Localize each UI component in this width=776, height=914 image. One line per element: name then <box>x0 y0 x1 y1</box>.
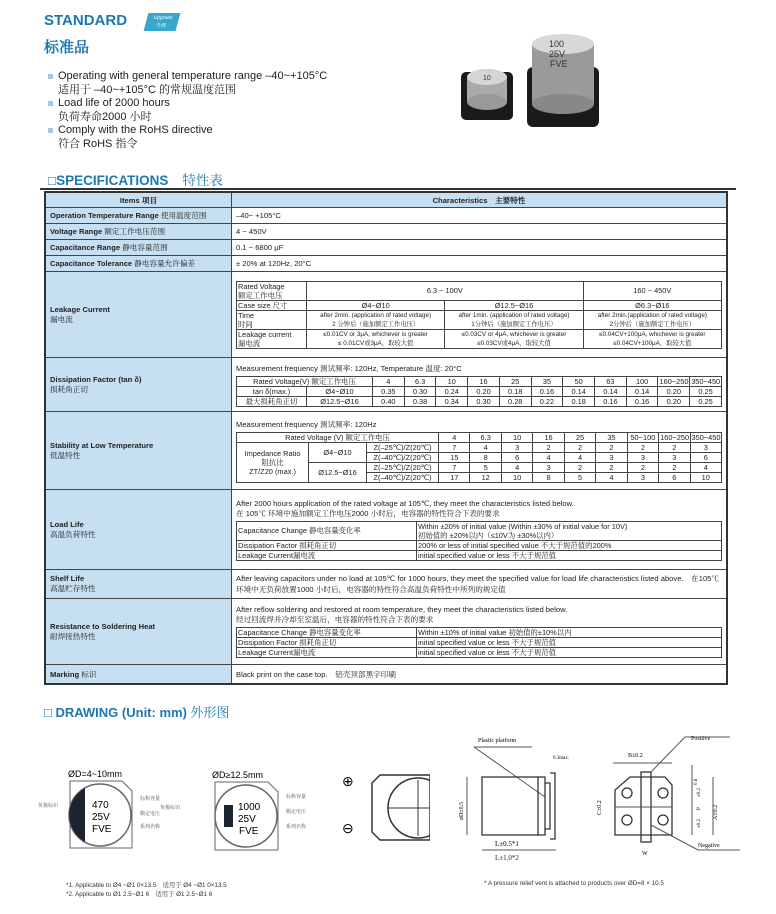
feature-cn: 负荷寿命2000 小时 <box>58 110 152 123</box>
label-cn: 静电容量允许偏差 <box>134 259 196 268</box>
drawing-heading: □ DRAWING (Unit: mm) 外形图 <box>44 705 230 720</box>
cell: 4 <box>564 452 595 462</box>
cell: Ø4~Ø10 <box>307 300 445 310</box>
cell: 10 <box>501 432 532 442</box>
label-en: Capacitance Range <box>50 243 121 252</box>
feature-cn: 符合 RoHS 指令 <box>58 137 138 150</box>
cell: Ø6.3~Ø16 <box>583 300 721 310</box>
mark-line: 25V <box>92 812 110 823</box>
mark-line: FVE <box>239 826 259 837</box>
row-label <box>46 599 232 664</box>
callout: 系列名称 <box>140 824 161 830</box>
col-characteristics: Characteristics 主要特性 <box>232 193 726 207</box>
cell-cn: 1分钟后（施加额定工作电压） <box>471 320 557 328</box>
svg-text:FVE: FVE <box>550 59 568 69</box>
measurement-note: Measurement frequency 测试频率: 120Hz <box>236 419 377 429</box>
feature-item <box>48 124 327 151</box>
negative-icon: ⊖ <box>342 820 354 836</box>
cell: Capacitance Change 静电容量变化率 <box>237 521 417 540</box>
label-cn: 标识 <box>81 669 97 679</box>
cell: 4 <box>690 462 721 472</box>
cell: 7 <box>439 442 470 452</box>
cell: 0.16 <box>626 396 658 406</box>
cell: 6.3 <box>404 376 436 386</box>
cell: Leakage Current漏电流 <box>237 648 417 658</box>
label-cn: 高温负荷特性 <box>50 529 96 539</box>
marking-row <box>46 665 726 683</box>
cell: 5 <box>470 462 501 472</box>
label-cn: 额定工作电压范围 <box>104 227 166 236</box>
c-label: C±0.2 <box>597 800 603 815</box>
cell: Dissipation Factor 损耗角正切 <box>237 540 417 550</box>
feature-item <box>48 70 327 97</box>
table-header <box>46 193 726 208</box>
length-label-2: L±1.0*2 <box>495 854 519 862</box>
table-row <box>237 462 722 472</box>
table-row <box>237 442 722 452</box>
cell: Case size 尺寸 <box>237 300 307 310</box>
row-value <box>232 490 726 569</box>
shelf-life-row <box>46 570 726 599</box>
cell: 6 <box>501 452 532 462</box>
cell-cn: ≤0.04CV+100μA，取较大值 <box>613 339 692 347</box>
label-en: Marking <box>50 669 80 679</box>
label-en: Stability at Low Temperature <box>50 440 154 450</box>
cell: 2 <box>564 462 595 472</box>
cell: 2 <box>659 462 690 472</box>
mark-line: 470 <box>92 800 109 811</box>
cell: 2 <box>627 442 658 452</box>
p-label: P <box>697 807 702 810</box>
negative-label: Negative <box>698 843 720 849</box>
divider <box>40 188 736 190</box>
cell-cn: ≤ 0.01CV或3μA，取较大值 <box>338 339 414 347</box>
cell: 0.22 <box>531 396 563 406</box>
callout: 标称容量 <box>140 796 161 802</box>
cell: Ø12.5~Ø16 <box>445 300 583 310</box>
cell: 4 <box>596 472 627 482</box>
cell: 5 <box>564 472 595 482</box>
positive-label: Positive <box>691 736 711 742</box>
cell: initial specified value or less 不大于规范值 <box>417 638 722 648</box>
stability-row <box>46 412 726 490</box>
table-row <box>237 396 722 406</box>
row-label <box>46 208 232 223</box>
leakage-row <box>46 272 726 358</box>
load-life-table <box>236 521 722 561</box>
vent-note: * A pressure relief vent is attached to products over ØD=8 × 10.5 <box>484 880 664 887</box>
cell: 15 <box>439 452 470 462</box>
cell: 35 <box>531 376 563 386</box>
cell: 17 <box>439 472 470 482</box>
cell: Leakage current <box>238 329 292 339</box>
row-label <box>46 358 232 411</box>
table-row <box>237 386 722 396</box>
cell: Ø4~Ø10 <box>307 386 373 396</box>
cell-en: ≤0.04CV+100μA, whichever is greater <box>599 330 706 338</box>
cell: Dissipation Factor 损耗角正切 <box>237 638 417 648</box>
cell: 3 <box>659 452 690 462</box>
label-cn: 损耗角正切 <box>50 384 88 394</box>
cell: Z(–40℃)/Z(20℃) <box>367 452 439 462</box>
label-cn: 耐焊接热特性 <box>50 631 96 641</box>
cell: 50 <box>563 376 595 386</box>
cell: 时间 <box>238 319 253 329</box>
load-life-row <box>46 490 726 570</box>
cell: 4 <box>373 376 405 386</box>
cell: 最大损耗角正切 <box>237 396 307 406</box>
b-label: B±0.2 <box>628 753 643 759</box>
cell: 350~450 <box>691 432 721 442</box>
cell: 160~250 <box>660 432 690 442</box>
cell: 6 <box>690 452 721 462</box>
bullet-icon <box>48 128 53 133</box>
product-photo <box>455 32 605 127</box>
cell: 0.20 <box>468 386 500 396</box>
leakage-table <box>236 281 722 349</box>
note: *2. Applicable to Ø1 2.5~Ø1 6 适用于 Ø1 2.5~Ø1 6 <box>66 891 213 898</box>
series-title: STANDARD <box>44 12 128 29</box>
cell: 0.14 <box>563 386 595 396</box>
large-title: ØD≥12.5mm <box>212 770 263 780</box>
cell: 3 <box>596 452 627 462</box>
label-cn: 低温特性 <box>50 450 81 460</box>
callout: 标称容量 <box>286 794 307 800</box>
label-en: Dissipation Factor (tan δ) <box>50 374 142 384</box>
cell: 35 <box>596 432 627 442</box>
cell: 63 <box>595 376 627 386</box>
cell: 3 <box>627 452 658 462</box>
cell: 额定工作电压 <box>238 290 283 300</box>
cell: 8 <box>533 472 564 482</box>
t-label: 0.6 <box>694 778 699 785</box>
cell: 100 <box>626 376 658 386</box>
badge-cn: 升级 <box>155 23 167 29</box>
cell: Ø4~Ø10 <box>309 442 367 462</box>
row-value: –40~ +105°C <box>236 211 281 220</box>
soldering-table <box>236 627 722 658</box>
cell: 200% or less of initial specified value 不大于规范值的200% <box>417 540 722 550</box>
row-label <box>46 412 232 489</box>
cell: 2 <box>533 442 564 452</box>
label-line: Impedance Ratio <box>244 448 301 458</box>
row-label <box>46 570 232 598</box>
cell: 0.30 <box>468 396 500 406</box>
cell: 初始值的 ±20%以内（≤10V为 ±30%以内） <box>418 530 559 540</box>
row-label <box>46 490 232 569</box>
soldering-row <box>46 599 726 665</box>
callout: 负极标识 <box>38 803 59 809</box>
feature-cn: 适用于 –40~+105°C 的常规温度范围 <box>58 83 237 96</box>
cell: 0.24 <box>436 386 468 396</box>
platform-label: Plastic platform <box>478 738 517 744</box>
cell: Time <box>238 310 255 320</box>
cell: 8 <box>470 452 501 462</box>
cell: 2 <box>596 462 627 472</box>
cell <box>307 329 445 348</box>
cell: 2 <box>627 462 658 472</box>
cell: 漏电流 <box>238 338 261 348</box>
cell-cn: 2分钟后（施加额定工作电压） <box>609 320 696 328</box>
feature-item <box>48 97 327 124</box>
cell: Capacitance Change 静电容量变化率 <box>237 628 417 638</box>
row-value <box>232 412 726 489</box>
col-items: Items 项目 <box>46 193 232 207</box>
heading-en: SPECIFICATIONS <box>56 173 169 188</box>
callout: 额定电压 <box>140 811 161 817</box>
top-view-drawings <box>30 760 430 870</box>
cell: 0.20 <box>658 396 690 406</box>
bullet-icon <box>48 101 53 106</box>
label-en: Capacitance Tolerance <box>50 259 133 268</box>
mark-line: 1000 <box>238 802 261 813</box>
callout: 系列名称 <box>286 824 307 830</box>
cell: 0.18 <box>499 386 531 396</box>
cell: Within ±10% of initial value 初始值的±10%以内 <box>417 628 722 638</box>
cell: 0.18 <box>563 396 595 406</box>
feature-en: Load life of 2000 hours <box>58 97 170 109</box>
cell: 0.38 <box>404 396 436 406</box>
cell <box>445 310 583 329</box>
cell: 16 <box>533 432 564 442</box>
cell-cn: ≤0.03CV或4μA，取较大值 <box>477 339 551 347</box>
cell: 10 <box>690 472 721 482</box>
row-value: 4 ~ 450V <box>236 227 267 236</box>
row-value: ± 20% at 120Hz, 20°C <box>236 259 312 268</box>
table-row <box>46 256 726 272</box>
cell: 0.14 <box>626 386 658 396</box>
specifications-heading: □SPECIFICATIONS 特性表 <box>48 173 223 188</box>
label-cn: 高温贮存特性 <box>50 584 96 593</box>
heading-cn: 特性表 <box>182 173 223 188</box>
cell: 0.16 <box>595 396 627 406</box>
cell: tan δ(max.) <box>237 386 307 396</box>
cell: 16 <box>468 376 500 386</box>
cell: 7 <box>439 462 470 472</box>
intro-cn: 在 105℃ 环境中施加额定工作电压2000 小时后，电容器的特性符合下表的要求 <box>236 508 500 518</box>
w-label: W <box>642 851 648 857</box>
cell: Z(–25℃)/Z(20℃) <box>367 462 439 472</box>
svg-text:100: 100 <box>549 39 565 49</box>
cell: Rated Voltage <box>238 281 285 291</box>
row-label <box>46 665 232 683</box>
intro-cn: 经过回流焊并冷却至室温后，电容器的特性符合下表的要求 <box>236 615 434 624</box>
cell <box>583 329 721 348</box>
small-title: ØD=4~10mm <box>68 769 123 779</box>
cell: 0.25 <box>690 396 722 406</box>
side-bottom-drawings <box>430 725 776 870</box>
label-cn: 使用温度范围 <box>160 211 207 220</box>
row-value: 0.1 ~ 6800 μF <box>236 243 284 252</box>
row-label <box>46 256 232 271</box>
heading-en: DRAWING (Unit: mm) <box>55 705 187 720</box>
a-label: A±0.2 <box>713 804 719 820</box>
cell: Leakage Current漏电流 <box>237 550 417 560</box>
cell: 160~250 <box>659 376 689 386</box>
d1-label: ±0.2 <box>697 788 702 797</box>
cell: 4 <box>501 462 532 472</box>
feature-en: Operating with general temperature range –40~+105°C <box>58 70 328 82</box>
cell: 0.14 <box>595 386 627 396</box>
cell: 0.35 <box>373 386 405 396</box>
cell: 0.28 <box>499 396 531 406</box>
cell: 0.30 <box>404 386 436 396</box>
cell: 160 ~ 450V <box>583 281 721 300</box>
row-label <box>46 272 232 357</box>
row-value <box>232 272 726 357</box>
cell: 4 <box>533 452 564 462</box>
label-en: Leakage Current <box>50 304 110 314</box>
cell-en: after 2min. (application of rated voltage) <box>320 311 432 319</box>
badge-en: Upgrade <box>152 15 174 21</box>
cell: 2 <box>659 442 690 452</box>
upgrade-badge <box>144 13 181 31</box>
cell: 6 <box>659 472 690 482</box>
cell: 6.3 <box>470 432 501 442</box>
cell: 3 <box>627 472 658 482</box>
label-en: Shelf Life <box>50 574 85 583</box>
mark-line: FVE <box>92 824 112 835</box>
cell: 0.34 <box>436 396 468 406</box>
positive-icon: ⊕ <box>342 773 354 789</box>
intro: After 2000 hours application of the rated voltage at 105℃, they meet the characteristics listed below. <box>236 498 574 508</box>
row-value <box>232 599 726 664</box>
cell: Z(–40℃)/Z(20℃) <box>367 472 439 482</box>
cell: Rated Voltage (V) 额定工作电压 <box>237 432 439 442</box>
dissipation-table <box>236 376 722 407</box>
table-row <box>46 208 726 224</box>
cell: 3 <box>501 442 532 452</box>
diameter-label: øD±0.5 <box>459 801 465 820</box>
impedance-ratio-label <box>237 442 309 482</box>
cell <box>307 310 445 329</box>
drawing-notes <box>66 880 227 898</box>
cell: Ø12.5~Ø16 <box>307 396 373 406</box>
note: *1. Applicable to Ø4 ~Ø1 0×13.5 适用于 Ø4 ~Ø1 0×13.5 <box>66 882 227 889</box>
table-row <box>237 376 722 386</box>
cell: initial specified value or less 不大于规范值 <box>417 550 722 560</box>
cell: 0.16 <box>531 386 563 396</box>
svg-text:10: 10 <box>483 75 491 82</box>
cell-en: ≤0.03CV or 4μA, whichever is greater <box>461 330 567 338</box>
svg-text:25V: 25V <box>549 49 566 59</box>
cell-en: ≤0.01CV or 3μA, whichever is greater <box>323 330 429 338</box>
mark-line: 25V <box>238 814 256 825</box>
cell: 6.3 ~ 100V <box>307 281 584 300</box>
cell: 2 <box>564 442 595 452</box>
cell: Z(–25℃)/Z(20℃) <box>367 442 439 452</box>
row-value: After leaving capacitors under no load at 105℃ for 1000 hours, they meet the specified value for load life characteristics listed above. 在105℃ 环境中无负荷放置1000 小时后，电容器的特性符合高温负荷特性中所列的规定值 <box>236 574 719 594</box>
table-row <box>46 224 726 240</box>
cell: 0.20 <box>658 386 690 396</box>
max-label: 0.3max. <box>553 756 570 761</box>
table-row <box>237 432 722 442</box>
row-value: Black print on the case top. 铝壳顶部黑字印刷 <box>236 669 396 679</box>
row-label <box>46 224 232 239</box>
cell: 4 <box>439 432 470 442</box>
row-value <box>232 358 726 411</box>
heading-cn: 外形图 <box>190 705 230 720</box>
cell <box>583 310 721 329</box>
intro: After reflow soldering and restored at room temperature, they meet the characteristics listed below. <box>236 605 568 614</box>
cell: 3 <box>690 442 721 452</box>
cell: Rated Voltage(V) 额定工作电压 <box>237 376 373 386</box>
label-cn: 静电容量范围 <box>122 243 168 252</box>
cell: 2 <box>596 442 627 452</box>
label-cn: 漏电流 <box>50 314 73 324</box>
cell: 4 <box>470 442 501 452</box>
cell: 0.25 <box>690 386 722 396</box>
bullet-icon <box>48 74 53 79</box>
label-line: 阻抗比 <box>261 457 284 467</box>
cell: Ø12.5~Ø16 <box>309 462 367 482</box>
callout: 额定电压 <box>286 809 307 815</box>
cell: 12 <box>470 472 501 482</box>
cell: Within ±20% of initial value (Within ±30% of initial value for 10V) <box>418 521 628 531</box>
cell: 10 <box>501 472 532 482</box>
cell-en: after 2min.(application of rated voltage) <box>597 311 707 319</box>
cell: 10 <box>436 376 468 386</box>
measurement-note: Measurement frequency 测试频率: 120Hz, Temperature 温度: 20°C <box>236 363 462 373</box>
cell: 0.40 <box>373 396 405 406</box>
cell: 350~450 <box>691 376 721 386</box>
cell: 25 <box>564 432 595 442</box>
cell: 3 <box>533 462 564 472</box>
callout: 负极标识 <box>160 805 181 811</box>
label-en: Resistance to Soldering Heat <box>50 621 156 631</box>
cell-en: after 1min. (application of rated voltage) <box>458 311 570 319</box>
label-en: Load Life <box>50 519 84 529</box>
cell <box>445 329 583 348</box>
length-label: L±0.5*1 <box>495 840 519 848</box>
dissipation-row <box>46 358 726 412</box>
d2-label: ±0.2 <box>697 819 702 828</box>
label-line: ZT/Z20 (max.) <box>249 466 296 476</box>
cell: 25 <box>499 376 531 386</box>
cell-cn: 2 分钟后（施加额定工作电压） <box>332 320 420 328</box>
cell: 50~100 <box>627 432 658 442</box>
table-row <box>46 240 726 256</box>
cell: initial specified value or less 不大于规范值 <box>417 648 722 658</box>
feature-list <box>48 70 327 151</box>
specifications-table <box>44 191 728 685</box>
series-title-cn: 标准品 <box>44 39 90 56</box>
stability-table <box>236 432 722 483</box>
row-label <box>46 240 232 255</box>
label-en: Voltage Range <box>50 227 103 236</box>
label-en: Operation Temperature Range <box>50 211 159 220</box>
feature-en: Comply with the RoHS directive <box>58 124 213 136</box>
